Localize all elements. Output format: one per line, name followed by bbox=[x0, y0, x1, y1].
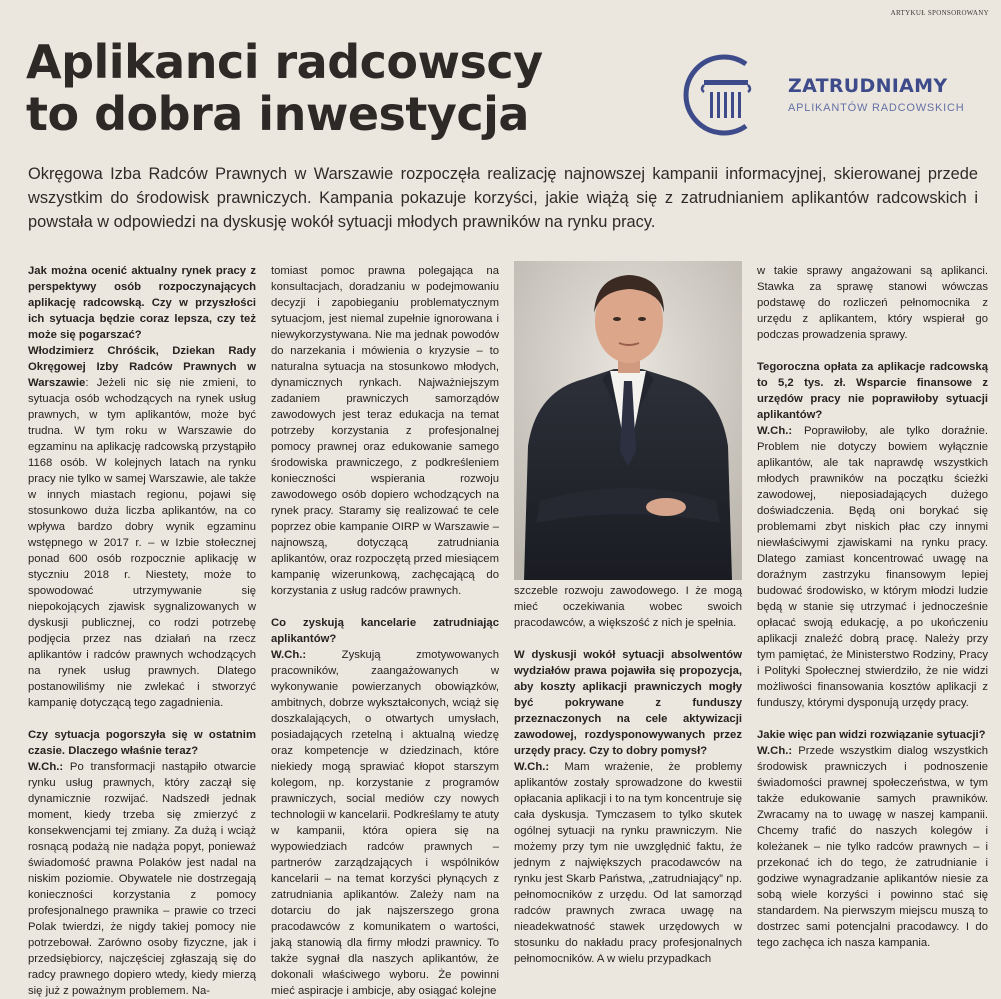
question-2: Czy sytuacja pogorszyła się w ostatnim czasie. Dlaczego właśnie teraz? bbox=[28, 729, 256, 757]
question-4: W dyskusji wokół sytuacji absolwentów wydziałów prawa pojawiła się propozycja, aby koszty aplikacji prawniczych mogły być pokrywane z funduszy przeznaczonych na cele aktywizacji zawodowej, rozdysponowywanych przez urzędy pracy. Czy to dobry pomysł? bbox=[514, 649, 742, 757]
answer-4-continued: w takie sprawy angażowani są aplikanci. Stawka za sprawę stanowi wówczas podstawę do rozliczeń pełnomocnika z urzędu z aplikantem, który wspierał go podczas prowadzenia sprawy. bbox=[757, 265, 988, 341]
article-column-3 bbox=[514, 583, 742, 967]
answer-5: W.Ch.: Poprawiłoby, ale tylko doraźnie. Problem nie dotyczy bowiem wyłącznie aplikantów, ale tak naprawdę wszystkich młodych prawników na początku ścieżki zawodowej, nieposiadających dużego doświadczenia. Będą oni borykać się problemami zbyt niskich płac czy innymi niewłaściwymi zjawiskami na rynku pracy. Dlatego zamiast koncentrować uwagę na doraźnym zastrzyku finansowym lepiej budować środowisko, w którym młodzi ludzie będą w stanie się utrzymać i jednocześnie opłacać swoją edukację, a po ukończeniu aplikacji znaleźć dobrą pracę. Należy przy tym pamiętać, że Ministerstwo Rodziny, Pracy i Polityki Społecznej stwierdziło, że nie widzi możliwości finansowania kosztów aplikacji z funduszy, którymi dysponują urzędy pracy. bbox=[757, 425, 988, 709]
question-6: Jakie więc pan widzi rozwiązanie sytuacji? bbox=[757, 729, 986, 741]
speaker-initials: W.Ch.: bbox=[757, 425, 793, 437]
column-pillar-icon bbox=[680, 52, 766, 138]
answer-2: W.Ch.: Po transformacji nastąpiło otwarcie rynku usług prawnych, który zaczął się dynamicznie rozwijać. Nadszedł jednak moment, kiedy trzeba się zmierzyć z konsekwencjami tej zmiany. Za dużą i wciąż rosnącą podażą nie nadąża popyt, ponieważ świadomość prawna Polaków jest nadal na niskim poziomie. Obywatele nie dostrzegają konieczności korzystania z pomocy profesjonalnego prawnika – prawie co trzeci Polak twierdzi, że nigdy takiej pomocy nie potrzebował. Zarówno osoby fizyczne, jak i przedsiębiorcy, najczęściej zgłaszają się do radcy prawnego dopiero wtedy, kiedy mierzą się już z poważnym problemem. Na- bbox=[28, 761, 256, 997]
speaker-initials: W.Ch.: bbox=[28, 761, 64, 773]
speaker-initials: W.Ch.: bbox=[757, 745, 793, 757]
portrait-image bbox=[514, 261, 742, 580]
answer-3-continued: szczeble rozwoju zawodowego. I że mogą mieć oczekiwania wobec swoich pracodawców, a większość z nich je spełnia. bbox=[514, 585, 742, 629]
logo-title: ZATRUDNIAMY bbox=[788, 75, 948, 97]
question-3: Co zyskują kancelarie zatrudniając aplikantów? bbox=[271, 617, 499, 645]
answer-3: W.Ch.: Zyskują zmotywowanych pracowników, zaangażowanych w wykonywanie powierzanych obowiązków, ambitnych, dobrze wykształconych, wciąż się doszkalających, o otwartych umysłach, posiadających rzetelną i aktualną wiedzę oraz kompetencje w dziedzinach, które niekiedy mogą sprawiać kłopot starszym kolegom, np. korzystanie z programów prawniczych, social mediów czy nowych technologii w kancelarii. Podkreślamy te atuty w kampanii, która opiera się na wypowiedziach radców prawnych – partnerów zarządzających i wspólników kancelarii – na temat korzyści płynących z zatrudniania aplikantów. Zależy nam na dotarciu do jak najszerszego grona pracodawców z komunikatem o wartości, jaką stanowią dla firmy młodzi prawnicy. To także sygnał dla naszych aplikantów, że dokonali właściwego wyboru. Że powinni mieć aspiracje i ambicje, aby osiągać kolejne bbox=[271, 649, 499, 997]
answer-4: W.Ch.: Mam wrażenie, że problemy aplikantów zostały sprowadzone do kwestii opłacania aplikacji i to na tym koncentruje się cała dyskusja. Tymczasem to tylko skutek ogólnej sytuacji na rynku prawniczym. Nie możemy przy tym nie uwzględnić faktu, że jednym z największych pracodawców na rynku jest Skarb Państwa, „zatrudniający” np. pełnomocników z urzędu. Od lat samorząd radców prawnych zwraca uwagę na nieadekwatność stawek urzędowych w stosunku do nakładu pracy profesjonalnych pełnomocników. A w wielu przypadkach bbox=[514, 761, 742, 965]
speaker-initials: W.Ch.: bbox=[271, 649, 307, 661]
speaker-name: Włodzimierz Chróścik, Dziekan Rady Okręgowej Izby Radców Prawnych w Warszawie bbox=[28, 345, 256, 389]
campaign-logo bbox=[680, 52, 990, 138]
answer-6: W.Ch.: Przede wszystkim dialog wszystkich środowisk prawniczych i podnoszenie świadomości prawnej społeczeństwa, w tym także edukowanie samych prawników. Zwracamy na to uwagę w naszej kampanii. Chcemy trafić do naszych kolegów i koleżanek – nie tylko radców prawnych – i przekonać ich do tego, że zatrudnianie i godziwe wynagradzanie aplikantów niesie za sobą wiele korzyści i powinno stać się standardem. Na pierwszym miejscu muszą to dostrzec sami potencjalni pracodawcy. I do tego zachęca ich nasza kampania. bbox=[757, 745, 988, 949]
answer-1: Włodzimierz Chróścik, Dziekan Rady Okręgowej Izby Radców Prawnych w Warszawie: Jeżeli nic się nie zmieni, to sytuacja osób wchodzących na rynek usług prawnych, w tym aplikantów, może być trudna. W tym roku w Warszawie do egzaminu na aplikację radcowską przystąpiło 1168 osób. W kolejnych latach na rynku pracy nie tylko w samej Warszawie, ale także w innych miastach regionu, pojawi się stosunkowo duża liczba aplikantów, na co wpływa bardzo dobry wynik egzaminu wstępnego w 2017 r. – w Izbie stołecznej ponad 600 osób rozpocznie aplikację w styczniu 2018 r. Niestety, może to spowodować utrzymywanie się niepokojących zjawisk sygnalizowanych w dyskusji publicznej, co rodzi potrzebę podjęcia przez nas działań na rzecz aplikantów i radców prawnych wchodzących na rynek usług prawnych. Dlatego postanowiliśmy nie zwlekać i stworzyć kampanię dotyczącą tego zagadnienia. bbox=[28, 345, 256, 709]
question-1: Jak można ocenić aktualny rynek pracy z perspektywy osób rozpoczynających aplikację radcowską. Czy w przyszłości ich sytuacja będzie coraz lepsza, czy też może się pogarszać? bbox=[28, 265, 256, 341]
speaker-initials: W.Ch.: bbox=[514, 761, 550, 773]
question-5: Tegoroczna opłata za aplikacje radcowską to 5,2 tys. zł. Wsparcie finansowe z urzędów pracy nie poprawiłoby sytuacji aplikantów? bbox=[757, 361, 988, 421]
headline bbox=[26, 36, 626, 140]
portrait-photo bbox=[514, 261, 742, 580]
logo-subtitle: APLIKANTÓW RADCOWSKICH bbox=[788, 102, 965, 114]
article-column-1 bbox=[28, 263, 256, 997]
article-column-2 bbox=[271, 263, 499, 997]
sponsored-label: ARTYKUŁ SPONSOROWANY bbox=[890, 9, 989, 17]
headline-line-1: Aplikanci radcowscy bbox=[26, 35, 543, 89]
article-column-4 bbox=[757, 263, 988, 967]
headline-line-2: to dobra inwestycja bbox=[26, 87, 529, 141]
answer-2-continued: tomiast pomoc prawna polegająca na konsultacjach, doradzaniu w podejmowaniu decyzji i zapobieganiu problematycznym sytuacjom, jest niemal zupełnie ignorowana i niewykorzystywana. Nie ma jednak powodów do narzekania i mówienia o kryzysie – to naturalna sytuacja na stosunkowo młodych, dynamicznych rynkach. Najważniejszym zadaniem prawniczych samorządów zawodowych jest teraz edukacja na temat potrzeby korzystania z profesjonalnej pomocy prawnej oraz edukowanie samego środowiska prawniczego, z podkreśleniem konieczności wspierania rozwoju zawodowego osób dopiero wchodzących na rynek pracy. Staramy się realizować te cele poprzez obie kampanie OIRP w Warszawie – najnowszą, dotyczącą zatrudniania aplikantów, oraz rozpoczętą przed miesiącem kampanię wizerunkową, zachęcającą do korzystania z usług radców prawnych. bbox=[271, 265, 499, 597]
lead-paragraph: Okręgowa Izba Radców Prawnych w Warszawie rozpoczęła realizację najnowszej kampanii informacyjnej, skierowanej przede wszystkim do środowisk prawniczych. Kampania pokazuje korzyści, jakie wiążą się z zatrudnianiem aplikantów radcowskich i powstała w odpowiedzi na dyskusję wokół sytuacji młodych prawników na rynku pracy. bbox=[28, 165, 978, 231]
